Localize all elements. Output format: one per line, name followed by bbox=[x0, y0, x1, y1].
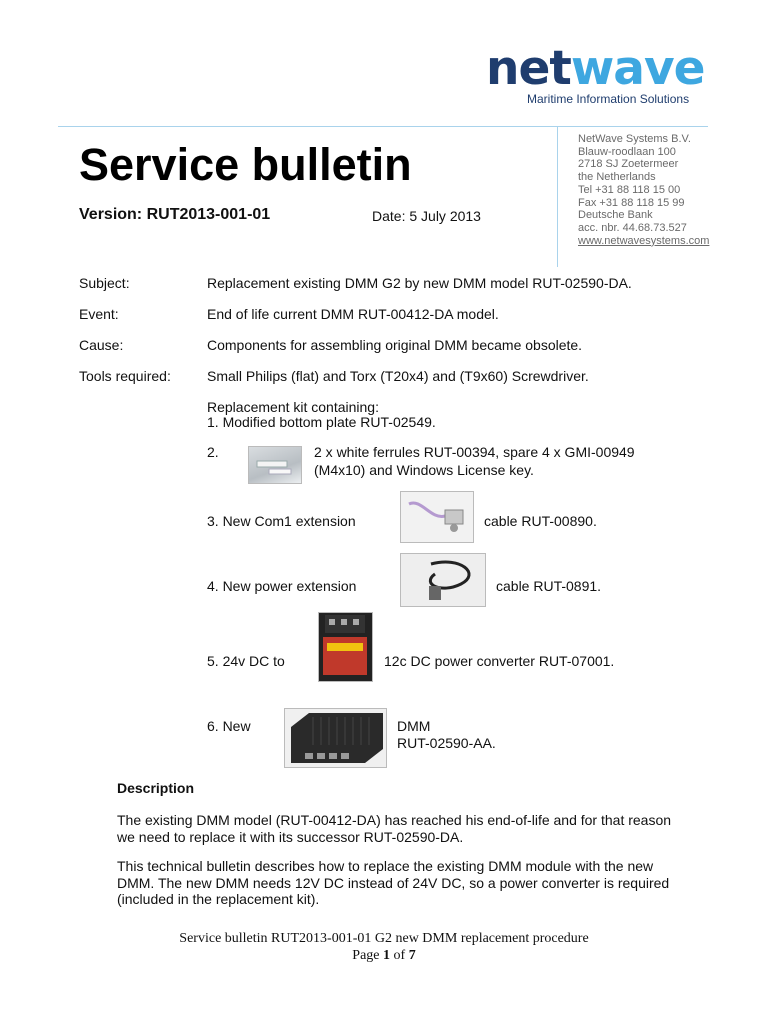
event-label: Event: bbox=[79, 306, 119, 322]
kit-item-4-text: 4. New power extension bbox=[207, 578, 357, 594]
website-link[interactable]: www.netwavesystems.com bbox=[578, 234, 710, 247]
subject-value: Replacement existing DMM G2 by new DMM model RUT-02590-DA. bbox=[207, 275, 632, 291]
ferrules-photo bbox=[248, 446, 302, 484]
logo-net-text: net bbox=[486, 41, 571, 96]
kit-item-5-converter: 12c DC power converter RUT-07001. bbox=[384, 653, 615, 669]
logo-wave-text: wave bbox=[570, 41, 705, 96]
page-number bbox=[0, 948, 768, 964]
address-line: Blauw-roodlaan 100 bbox=[578, 145, 676, 158]
kit-item-3-text: 3. New Com1 extension bbox=[207, 513, 356, 529]
tools-label: Tools required: bbox=[79, 368, 171, 384]
footer-title: Service bulletin RUT2013-001-01 G2 new DMM replacement procedure bbox=[179, 931, 589, 946]
netwave-logo bbox=[486, 41, 705, 96]
converter-image bbox=[319, 613, 372, 681]
kit-item-4-cable: cable RUT-0891. bbox=[496, 578, 602, 594]
page-title: Service bulletin bbox=[79, 139, 412, 190]
com1-cable-image bbox=[401, 492, 473, 542]
address-line: Fax +31 88 118 15 99 bbox=[578, 196, 685, 209]
address-line: the Netherlands bbox=[578, 171, 656, 184]
kit-item-2-line1: 2 x white ferrules RUT-00394, spare 4 x GMI-00949 bbox=[314, 444, 635, 460]
event-value: End of life current DMM RUT-00412-DA model. bbox=[207, 306, 499, 322]
cause-value: Components for assembling original DMM became obsolete. bbox=[207, 337, 583, 353]
tagline: Maritime Information Solutions bbox=[527, 92, 690, 106]
ferrules-image bbox=[249, 447, 301, 483]
page-current: 1 bbox=[383, 948, 391, 963]
kit-item-2-number: 2. bbox=[207, 444, 219, 460]
dmm-image bbox=[285, 709, 386, 767]
version-label: Version: RUT2013-001-01 bbox=[79, 206, 271, 223]
cause-label: Cause: bbox=[79, 337, 124, 353]
kit-item-6-part: RUT-02590-AA. bbox=[397, 735, 496, 751]
address-line: Deutsche Bank bbox=[578, 209, 653, 222]
subject-label: Subject: bbox=[79, 275, 130, 291]
kit-item-2-line2: (M4x10) and Windows License key. bbox=[314, 462, 534, 478]
address-line: acc. nbr. 44.68.73.527 bbox=[578, 221, 687, 234]
date-label: Date: 5 July 2013 bbox=[372, 208, 481, 224]
com1-cable-photo bbox=[400, 491, 474, 543]
description-paragraph-2: This technical bulletin describes how to replace the existing DMM module with the new DMM. The new DMM needs 12V DC instead of 24V DC, so a power converter is required (included in the replacement kit). bbox=[117, 858, 670, 907]
kit-item-3-cable: cable RUT-00890. bbox=[484, 513, 597, 529]
converter-photo bbox=[318, 612, 373, 682]
kit-item-1: 1. Modified bottom plate RUT-02549. bbox=[207, 414, 436, 430]
tools-value: Small Philips (flat) and Torx (T20x4) and (T9x60) Screwdriver. bbox=[207, 368, 589, 384]
power-cable-photo bbox=[400, 553, 486, 607]
kit-item-6-dmm: DMM bbox=[397, 718, 431, 734]
power-cable-image bbox=[401, 554, 485, 606]
address-line: Tel +31 88 118 15 00 bbox=[578, 183, 681, 196]
header-divider bbox=[58, 126, 708, 127]
dmm-photo bbox=[284, 708, 387, 768]
company-address bbox=[578, 133, 709, 247]
description-heading: Description bbox=[117, 780, 195, 796]
kit-item-6-text: 6. New bbox=[207, 718, 251, 734]
kit-intro: Replacement kit containing: bbox=[207, 399, 379, 415]
address-line: NetWave Systems B.V. bbox=[578, 133, 691, 145]
kit-item-5-text: 5. 24v DC to bbox=[207, 653, 285, 669]
page-prefix: Page bbox=[352, 948, 384, 963]
page-of: of bbox=[390, 948, 409, 963]
description-paragraph-1: The existing DMM model (RUT-00412-DA) has reached his end-of-life and for that reason we need to replace it with its successor RUT-02590-DA. bbox=[117, 812, 672, 845]
address-divider bbox=[557, 127, 558, 267]
address-line: 2718 SJ Zoetermeer bbox=[578, 158, 679, 171]
page-total: 7 bbox=[408, 948, 416, 963]
